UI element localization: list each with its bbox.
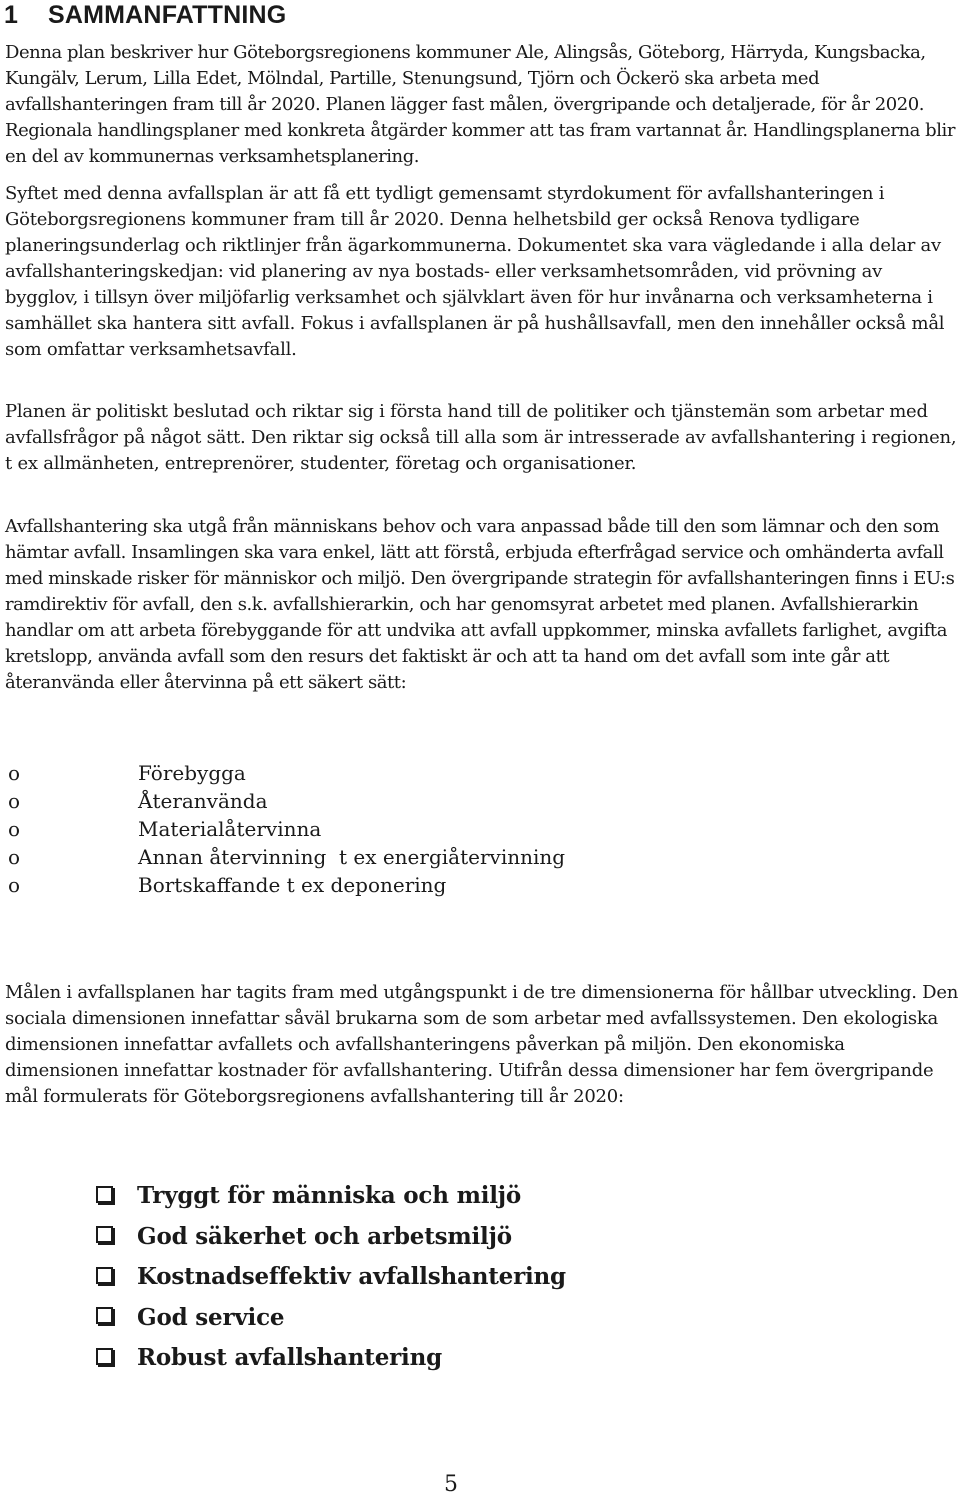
list-item [8,871,565,899]
checkbox-icon [96,1307,113,1324]
list-item-text: Förebygga [138,761,246,785]
checkbox-icon [96,1226,113,1243]
goal-item [96,1217,566,1258]
goal-text: God service [137,1303,285,1331]
goal-item [96,1257,566,1298]
checkbox-icon [96,1348,113,1365]
list-item-text: Bortskaffande t ex deponering [138,873,447,897]
goals-list [96,1176,566,1379]
bullet-icon: o [8,845,21,869]
goal-item [96,1298,566,1339]
list-item [8,787,565,815]
list-item [8,843,565,871]
paragraph-purpose: Syftet med denna avfallsplan är att få ett tydligt gemensamt styrdokument för avfallshanteringen i Göteborgsregionens kommuner fram till år 2020. Denna helhetsbild ger också Renova tydligare planeringsunderlag och riktlinjer från ägarkommunerna. Dokumentet ska vara vägledande i alla delar av avfallshanteringskedjan: vid planering av nya bostads- eller verksamhetsområden, vid prövning av bygglov, i tillsyn över miljöfarlig verksamhet och självklart även för hur invånarna och verksamheterna i samhället ska hantera sitt avfall. Fokus i avfallsplanen är på hushållsavfall, men den innehåller också mål som omfattar verksamhetsavfall. [5,183,945,360]
bullet-icon: o [8,789,21,813]
list-item [8,759,565,787]
goal-item [96,1338,566,1379]
goal-text: Kostnadseffektiv avfallshantering [137,1263,566,1290]
list-item-text: Materialåtervinna [138,817,322,841]
paragraph-audience: Planen är politiskt beslutad och riktar sig i första hand till de politiker och tjänstemän som arbetar med avfallsfrågor på något sätt. Den riktar sig också till alla som är intresserade av avfallshantering i regionen, t ex allmänheten, entreprenörer, studenter, företag och organisationer. [5,401,957,474]
section-heading [4,0,286,30]
bullet-icon: o [8,761,21,785]
goal-text: Robust avfallshantering [137,1344,442,1371]
paragraph-intro: Denna plan beskriver hur Göteborgsregionens kommuner Ale, Alingsås, Göteborg, Härryda, Kungsbacka, Kungälv, Lerum, Lilla Edet, Mölndal, Partille, Stenungsund, Tjörn och Öckerö ska arbeta med avfallshanteringen fram till år 2020. Planen lägger fast målen, övergripande och detaljerade, för år 2020. Regionala handlingsplaner med konkreta åtgärder kommer att tas fram vartannat år. Handlingsplanerna blir en del av kommunernas verksamhetsplanering. [5,42,956,167]
list-item-text: Annan återvinning t ex energiåtervinning [138,845,566,869]
paragraph-dimensions: Målen i avfallsplanen har tagits fram med utgångspunkt i de tre dimensionerna för hållbar utveckling. Den sociala dimensionen innefattar såväl brukarna som de som arbetar med avfallssystemen. Den ekologiska dimensionen innefattar avfallets och avfallshanteringens påverkan på miljön. Den ekonomiska dimensionen innefattar kostnader för avfallshantering. Utifrån dessa dimensioner har fem övergripande mål formulerats för Göteborgsregionens avfallshantering till år 2020: [5,982,959,1107]
list-item [8,815,565,843]
goal-text: God säkerhet och arbetsmiljö [137,1222,512,1250]
goal-item [96,1176,566,1217]
section-number: 1 [4,1,19,29]
goal-text: Tryggt för människa och miljö [137,1182,522,1209]
paragraph-strategy: Avfallshantering ska utgå från människans behov och vara anpassad både till den som lämnar och den som hämtar avfall. Insamlingen ska vara enkel, lätt att förstå, erbjuda efterfrågad service och omhänderta avfall med minskade risker för människor och miljö. Den övergripande strategin för avfallshanteringen finns i EU:s ramdirektiv för avfall, den s.k. avfallshierarkin, och har genomsyrat arbetet med planen. Avfallshierarkin handlar om att arbeta förebyggande för att undvika att avfall uppkommer, minska avfallets farlighet, avgifta kretslopp, använda avfall som den resurs det faktiskt är och att ta hand om det avfall som inte går att återanvända eller återvinna på ett säkert sätt: [5,516,955,693]
waste-hierarchy-list [8,759,565,899]
bullet-icon: o [8,873,21,897]
checkbox-icon [96,1186,113,1203]
checkbox-icon [96,1267,113,1284]
section-title: SAMMANFATTNING [48,1,287,29]
bullet-icon: o [8,817,21,841]
page-number: 5 [444,1472,458,1497]
list-item-text: Återanvända [138,789,268,813]
